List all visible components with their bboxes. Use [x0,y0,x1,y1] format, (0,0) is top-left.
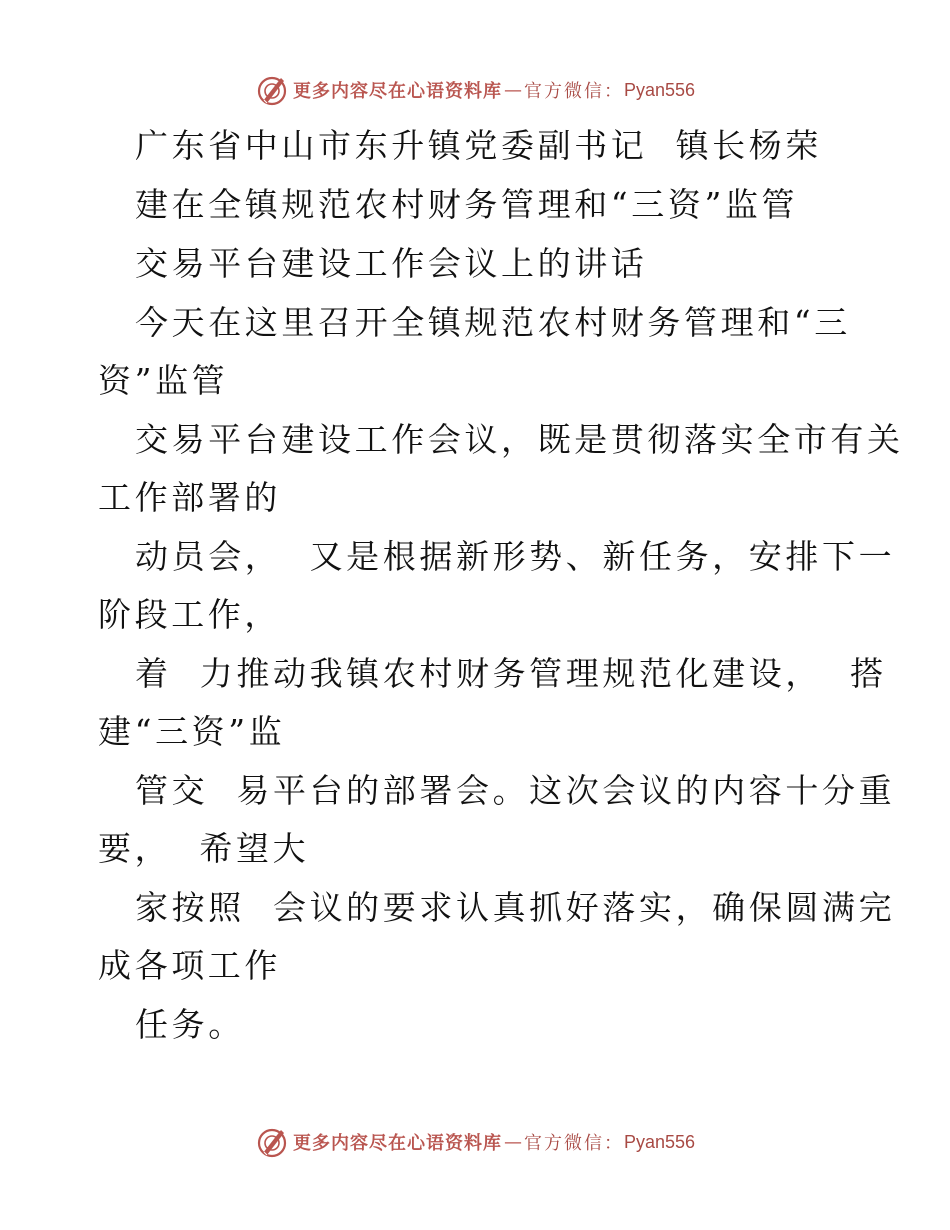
title-line-3: 交易平台建设工作会议上的讲话 [135,244,648,283]
paragraph-line: 建“三资”监 [98,712,286,751]
title-line-2: 建在全镇规范农村财务管理和“三资”监管 [135,185,799,224]
banner-wechat-id: Pyan556 [623,79,696,100]
header-watermark-banner [0,73,950,107]
banner-wechat-label: 官方微信： [523,81,624,102]
paragraph-line: 今天在这里召开全镇规范农村财务管理和“三 [135,303,851,342]
banner-separator: — [503,1131,522,1153]
paragraph-line: 动员会， 又是根据新形势、新任务，安排下一 [135,537,896,576]
paragraph-line: 要， 希望大 [98,829,310,868]
paragraph-line: 着 力推动我镇农村财务管理规范化建设， 搭 [135,654,887,693]
quill-pen-circle-icon [255,1125,289,1159]
title-line-1: 广东省中山市东升镇党委副书记 镇长杨荣 [135,126,822,165]
banner-brand-text: 更多内容尽在心语资料库 [292,81,502,102]
banner-wechat-id: Pyan556 [623,1131,696,1152]
paragraph-line: 工作部署的 [98,478,281,517]
paragraph-line: 管交 易平台的部署会。这次会议的内容十分重 [135,771,896,810]
paragraph-line: 交易平台建设工作会议，既是贯彻落实全市有关 [135,420,904,459]
paragraph-line: 阶段工作， [98,595,281,634]
banner-brand-text: 更多内容尽在心语资料库 [292,1133,502,1154]
paragraph-line: 家按照 会议的要求认真抓好落实，确保圆满完 [135,888,896,927]
paragraph-line: 成各项工作 [98,946,281,985]
paragraph-line: 资”监管 [98,361,229,400]
paragraph-line: 任务。 [135,1005,245,1044]
footer-watermark-banner [0,1125,950,1159]
quill-pen-circle-icon [255,73,289,107]
banner-wechat-label: 官方微信： [523,1133,624,1154]
banner-separator: — [503,79,522,101]
